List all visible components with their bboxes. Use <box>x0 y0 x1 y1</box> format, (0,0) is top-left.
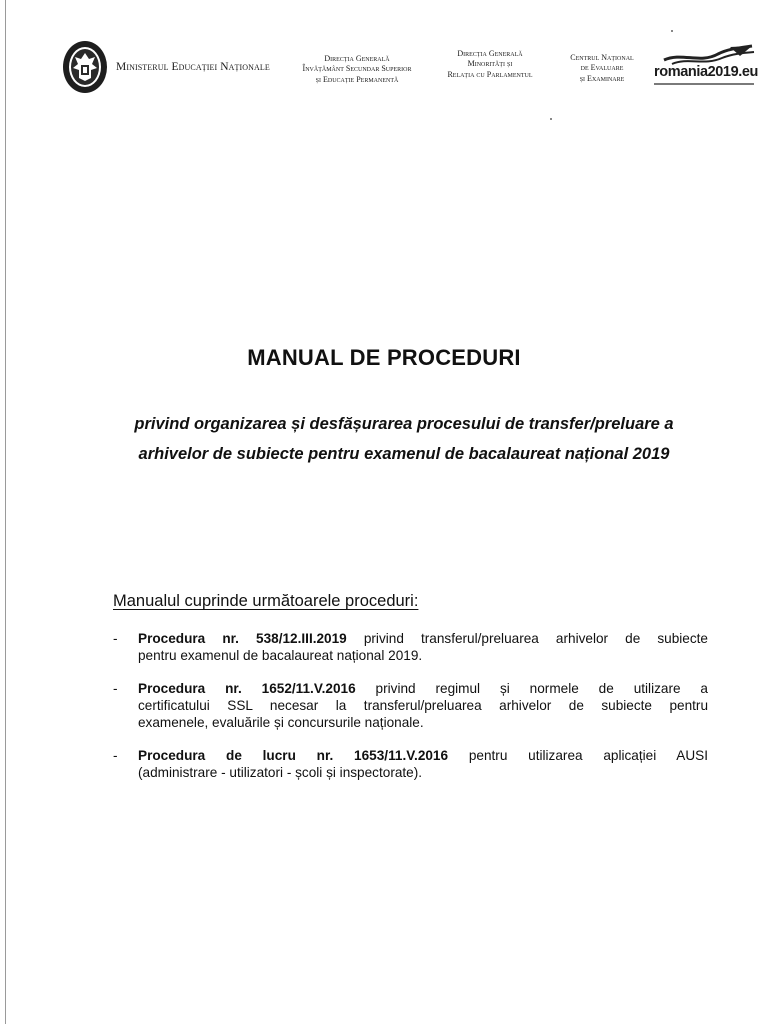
list-dash: - <box>113 681 118 696</box>
procedure-line: certificatului SSL necesar la transferul/preluarea arhivelor de subiecte pentru <box>138 698 708 713</box>
romania2019-logo-text: romania2019.eu <box>654 64 759 80</box>
procedure-code: Procedura nr. 1652/11.V.2016 <box>138 681 356 696</box>
directorate-minorities: Direcția Generală Minorități și Relația cu Parlamentul <box>447 49 533 79</box>
directorate-secondary-education: Direcția Generală Învățământ Secundar Superior și Educație Permanentă <box>302 54 412 84</box>
procedure-code: Procedura nr. 538/12.III.2019 <box>138 631 347 646</box>
subtitle-line: privind organizarea și desfășurarea procesului de transfer/preluare a <box>134 415 674 433</box>
procedure-item <box>113 630 708 664</box>
document-title: MANUAL DE PROCEDURI <box>247 345 521 370</box>
procedure-item <box>113 680 708 731</box>
procedure-line: pentru examenul de bacalaureat național 2019. <box>138 648 423 663</box>
logo-tagline-strip <box>654 83 754 85</box>
page-edge <box>5 0 6 1024</box>
procedures-list <box>113 630 708 797</box>
scan-speck <box>550 118 552 120</box>
scan-speck <box>671 30 673 32</box>
document-subtitle <box>70 409 738 469</box>
procedures-heading: Manualul cuprinde următoarele proceduri: <box>113 592 419 610</box>
procedure-line: Procedura nr. 1652/11.V.2016 privind regimul și normele de utilizare a <box>138 681 708 696</box>
procedure-line: Procedura nr. 538/12.III.2019 privind transferul/preluarea arhivelor de subiecte <box>138 631 708 646</box>
list-dash: - <box>113 631 118 646</box>
letterhead <box>0 0 768 120</box>
national-evaluation-center: Centrul Național de Evaluare și Examinare <box>570 53 634 83</box>
wave-swoosh-icon <box>660 44 756 66</box>
procedure-line: (administrare - utilizatori - școli și inspectorate). <box>138 765 423 780</box>
romania2019-logo <box>652 44 758 90</box>
procedure-code: Procedura de lucru nr. 1653/11.V.2016 <box>138 748 449 763</box>
coat-of-arms-icon <box>62 40 108 94</box>
procedure-item <box>113 747 708 781</box>
list-dash: - <box>113 748 118 763</box>
procedure-line: Procedura de lucru nr. 1653/11.V.2016 pentru utilizarea aplicației AUSI <box>138 748 708 763</box>
subtitle-line: arhivelor de subiecte pentru examenul de bacalaureat național 2019 <box>138 445 670 463</box>
ministry-name: Ministerul Educației Naționale <box>116 61 270 73</box>
procedure-line: examenele, evaluările și concursurile naționale. <box>138 715 424 730</box>
